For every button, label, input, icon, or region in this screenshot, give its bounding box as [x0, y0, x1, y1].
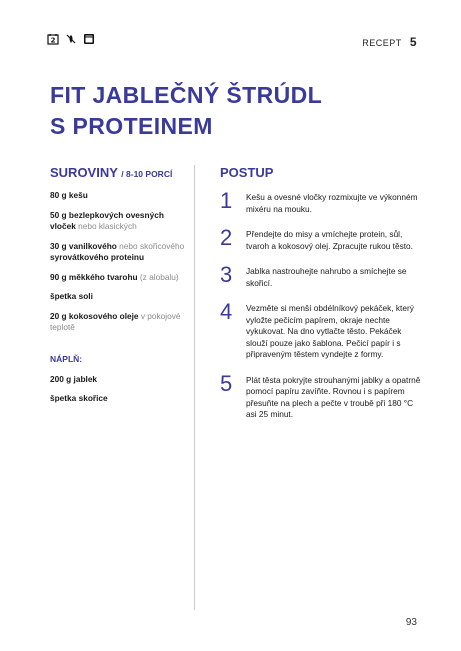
page-header	[0, 0, 461, 60]
ingredient-item	[50, 210, 190, 233]
portions-count: / 8-10 PORCÍ	[121, 169, 173, 179]
procedure-step	[220, 190, 425, 215]
step-text: Plát těsta pokryjte strouhanými jablky a opatrně pomocí papíru zavíňte. Rovnou i s papírem přesuňte na plech a pečte v troubě při 180 °C asi 25 minut.	[246, 374, 421, 419]
ingredient-note: nebo klasických	[75, 221, 137, 231]
ingredients-title: SUROVINY	[50, 165, 118, 180]
filling-item-text: 200 g jablek	[50, 373, 98, 384]
ingredients-column	[50, 165, 190, 413]
procedure-step	[220, 370, 425, 421]
step-number: 2	[220, 225, 233, 250]
ingredient-name: 80 g kešu	[50, 190, 88, 200]
filling-heading: NÁPLŇ:	[50, 353, 83, 364]
step-number: 1	[220, 188, 233, 213]
procedure-step	[220, 227, 425, 252]
filling-item	[50, 393, 190, 405]
procedure-step	[220, 264, 425, 289]
step-text: Kešu a ovesné vločky rozmixujte ve výkonném mixéru na mouku.	[246, 192, 418, 214]
ingredient-item	[50, 291, 190, 303]
step-number: 3	[220, 262, 233, 287]
procedure-heading: POSTUP	[220, 165, 274, 180]
ingredient-name: 30 g vanilkového	[50, 240, 117, 251]
step-number: 4	[220, 299, 233, 324]
ingredient-item	[50, 190, 190, 202]
ingredient-item	[50, 311, 190, 334]
procedure-step	[220, 301, 425, 361]
ingredients-heading	[50, 165, 190, 180]
ingredient-note: (z alobalu)	[137, 271, 179, 282]
section-label	[362, 35, 417, 49]
title-line-1: FIT JABLEČNÝ ŠTRÚDL	[50, 82, 323, 108]
title-line-2: S PROTEINEM	[50, 113, 213, 139]
ingredient-name: 20 g kokosového oleje	[50, 310, 139, 321]
ingredient-name: špetka soli	[50, 291, 93, 301]
ingredient-item	[50, 272, 190, 284]
section-number: 5	[409, 35, 417, 49]
step-text: Jablka nastrouhejte nahrubo a smíchejte se skořicí.	[246, 266, 407, 288]
section-name: RECEPT	[362, 38, 402, 48]
ingredient-name: 50 g bezlepkových ovesných vloček	[50, 209, 164, 231]
ingredient-name: 90 g měkkého tvarohu	[50, 271, 138, 282]
ingredient-item	[50, 241, 190, 264]
column-divider	[194, 165, 195, 610]
portion-badge: 2	[50, 36, 56, 45]
ingredients-list	[50, 190, 190, 334]
step-text: Vezměte si menší obdélníkový pekáček, který vyložte pečicím papírem, okraje nechte vykukovat. Na dno vytlačte těsto. Pekáček slouží pouze jako šablona. Pečicí papír i s připraveným těstem vyndejte z formy.	[246, 303, 414, 359]
page-number: 93	[405, 617, 417, 628]
ingredient-name: syrovátkového proteinu	[50, 252, 145, 262]
oven-icon	[83, 33, 95, 45]
recipe-title	[50, 80, 430, 142]
steps-list	[220, 190, 425, 421]
filling-list	[50, 374, 190, 405]
no-gluten-icon	[65, 33, 77, 45]
two-portions-icon	[47, 33, 59, 45]
step-text: Přendejte do misy a vmíchejte protein, sůl, tvaroh a kokosový olej. Zpracujte rukou těsto.	[246, 229, 413, 251]
ingredient-note: v pokojové teplotě	[50, 310, 181, 332]
ingredient-note: nebo skořicového	[116, 240, 185, 251]
recipe-icons	[47, 33, 95, 45]
procedure-column	[220, 165, 425, 433]
filling-item-text: špetka skořice	[50, 393, 108, 403]
filling-item	[50, 374, 190, 386]
step-number: 5	[220, 370, 233, 396]
